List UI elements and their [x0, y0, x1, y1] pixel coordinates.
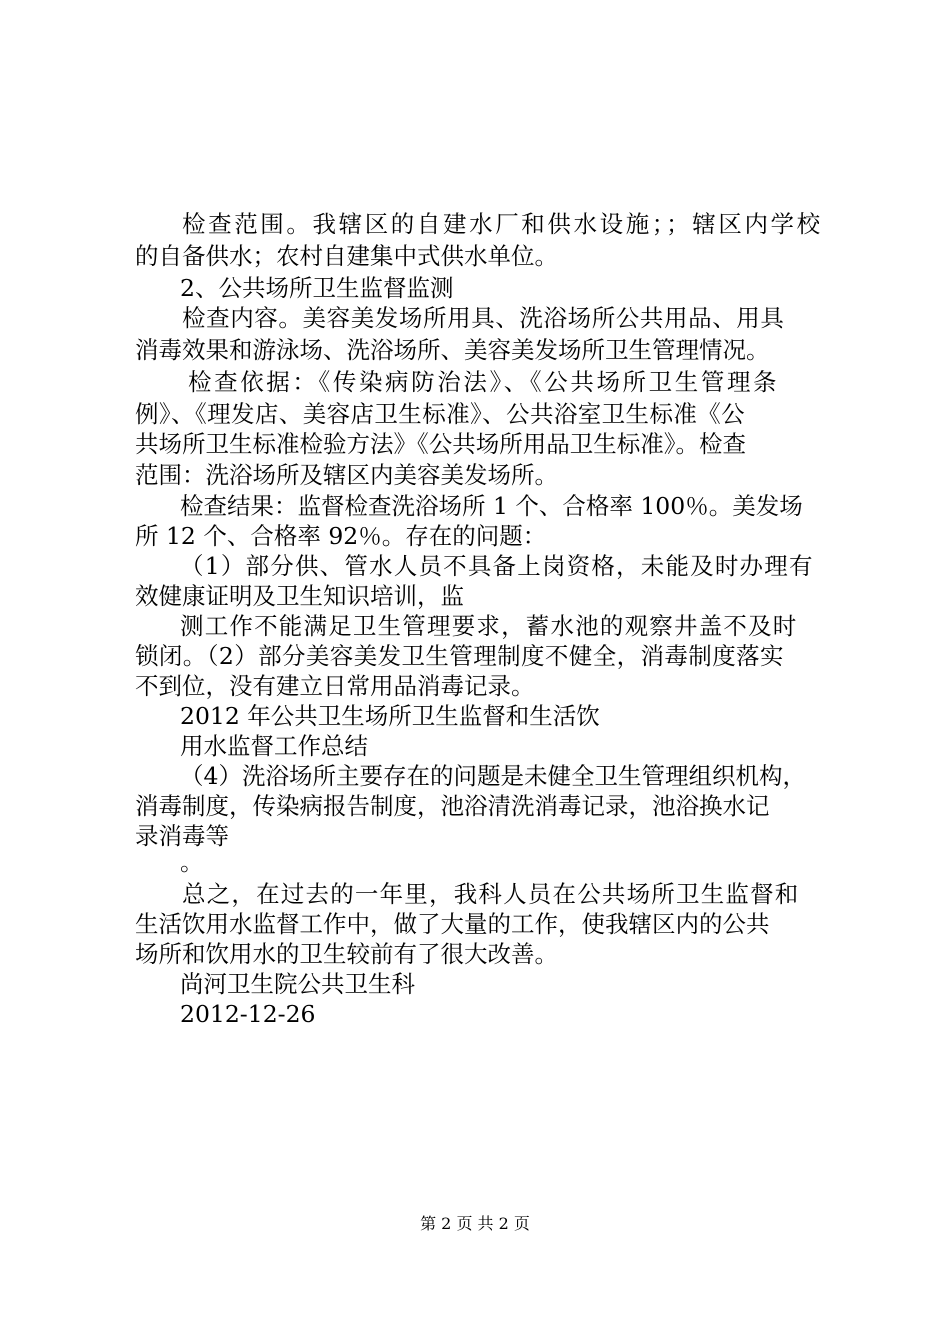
text-line: 检查依据：《传染病防治法》、《公共场所卫生管理条 [188, 368, 780, 396]
text-line: 2012 年公共卫生场所卫生监督和生活饮 [180, 702, 600, 730]
text-line: 场所和饮用水的卫生较前有了很大改善。 [135, 940, 558, 968]
text-line: 。 [180, 848, 204, 876]
text-line: 例》、《理发店、美容店卫生标准》、公共浴室卫生标准《公 [135, 400, 746, 428]
text-line: 检查范围。我辖区的自建水厂和供水设施；；辖区内学校 [182, 210, 823, 238]
text-line: 录消毒等 [135, 822, 229, 850]
page-footer: 第 2 页 共 2 页 [420, 1214, 530, 1233]
text-line: 所 12 个、合格率 92％。存在的问题： [135, 522, 547, 550]
text-line: 尚河卫生院公共卫生科 [180, 970, 415, 998]
text-line: 生活饮用水监督工作中，做了大量的工作，使我辖区内的公共 [135, 910, 770, 938]
text-line: 范围：洗浴场所及辖区内美容美发场所。 [135, 461, 558, 489]
text-line: 不到位，没有建立日常用品消毒记录。 [135, 672, 535, 700]
text-line: 测工作不能满足卫生管理要求，蓄水池的观察井盖不及时 [180, 612, 798, 640]
text-line: 锁闭。（2）部分美容美发卫生管理制度不健全，消毒制度落实 [135, 642, 784, 670]
text-line: 共场所卫生标准检验方法》《公共场所用品卫生标准》。检查 [135, 430, 746, 458]
text-line: 总之，在过去的一年里，我科人员在公共场所卫生监督和 [182, 880, 800, 908]
text-line: （1）部分供、管水人员不具备上岗资格，未能及时办理有 [180, 552, 814, 580]
text-line: 消毒制度，传染病报告制度，池浴清洗消毒记录，池浴换水记 [135, 792, 770, 820]
text-line: 消毒效果和游泳场、洗浴场所、美容美发场所卫生管理情况。 [135, 336, 770, 364]
text-line: 检查结果：监督检查洗浴场所 1 个、合格率 100％。美发场 [180, 492, 803, 520]
text-line: 检查内容。美容美发场所用具、洗浴场所公共用品、用具 [182, 304, 785, 332]
text-line: 用水监督工作总结 [180, 732, 368, 760]
text-line: 2、公共场所卫生监督监测 [180, 274, 454, 302]
signature-date: 2012-12-26 [180, 1000, 316, 1028]
text-line: 效健康证明及卫生知识培训，监 [135, 582, 464, 610]
text-line: （4）洗浴场所主要存在的问题是未健全卫生管理组织机构， [180, 762, 806, 790]
text-line: 的自备供水；农村自建集中式供水单位。 [135, 242, 558, 270]
